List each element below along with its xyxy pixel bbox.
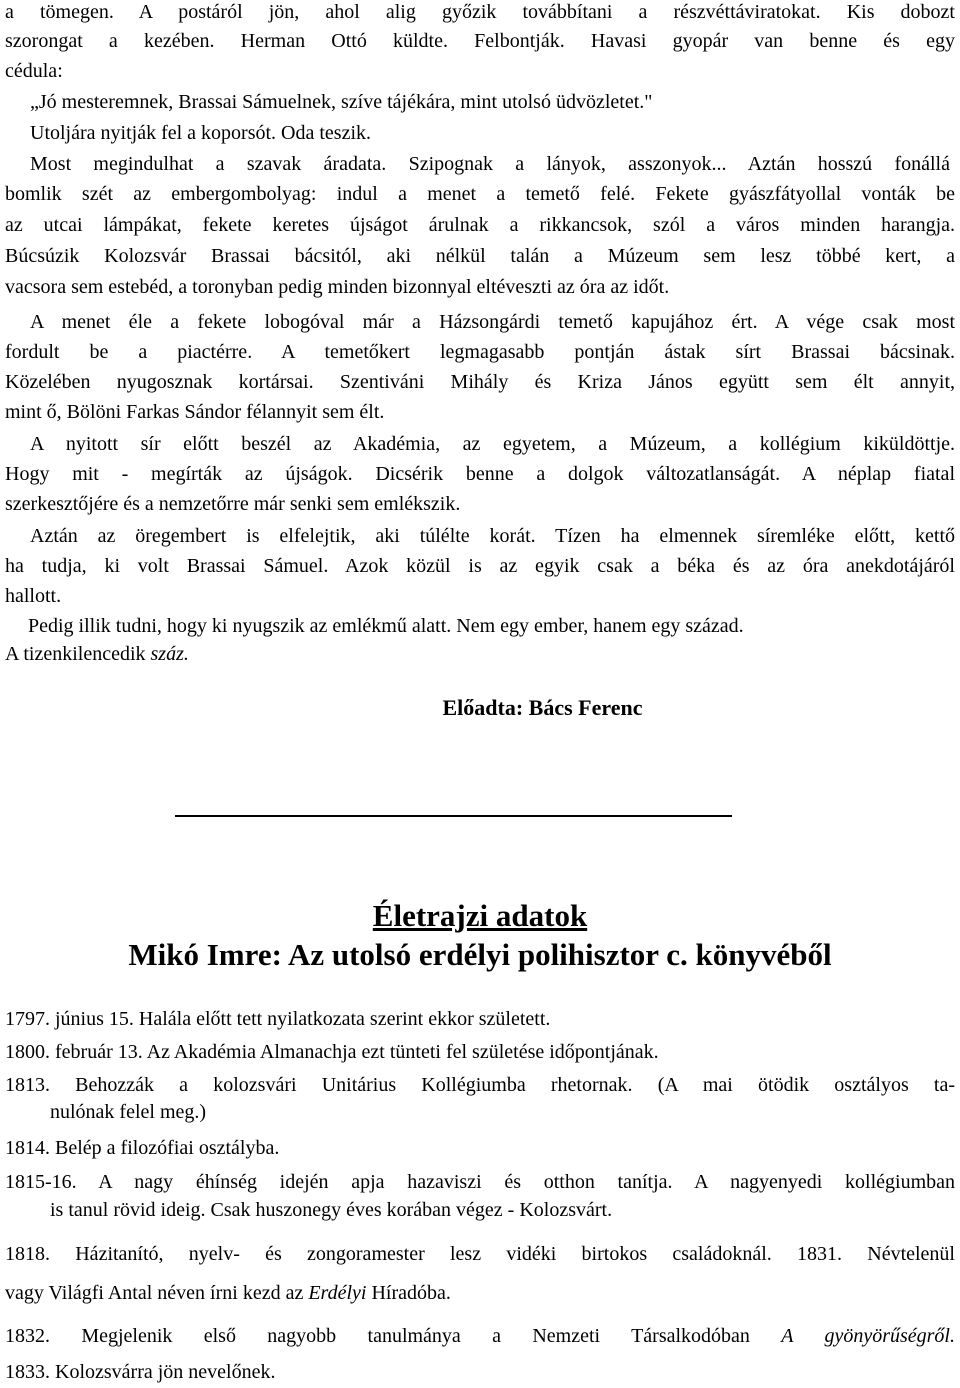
separator-rule [175,815,732,817]
bio-entry: 1813. Behozzák a kolozsvári Unitárius Kollégiumba rhetornak. (A mai ötödik osztályos ta- [5,1074,955,1096]
text-line: bomlik szét az embergombolyag: indul a menet a temető felé. Fekete gyászfátyollal vonták be [5,183,955,205]
section-heading: Életrajzi adatok [372,898,588,933]
bio-entry: 1815-16. A nagy éhínség idején apja hazaviszi és otthon tanítja. A nagyenyedi kollégiumban [5,1171,955,1193]
bio-entry: 1818. Házitanító, nyelv- és zongoramester lesz vidéki birtokos családoknál. 1831. Névtelenül [5,1243,955,1265]
text-line: a tömegen. A postáról jön, ahol alig győzik továbbítani a részvéttáviratokat. Kis dobozt [5,1,955,23]
text-line: Közelében nyugosznak kortársai. Szentiváni Mihály és Kriza János együtt sem élt annyit, [5,371,955,393]
italic-title: Erdélyi [308,1282,367,1304]
text-line: fordult be a piactérre. A temetőkert legmagasabb pontján ástak sírt Brassai bácsinak. [5,341,955,363]
text-line: Búcsúzik Kolozsvár Brassai bácsitól, aki nélkül talán a Múzeum sem lesz többé kert, a [5,245,955,267]
text-line: szorongat a kezében. Herman Ottó küldte. Felbontják. Havasi gyopár van benne és egy [5,30,955,52]
text-span: A tizenkilencedik [5,643,151,665]
bio-entry: 1833. Kolozsvárra jön nevelőnek. [5,1361,276,1383]
text-line: A nyitott sír előtt beszél az Akadémia, az egyetem, a Múzeum, a kollégium kiküldöttje. [30,433,955,455]
bio-entry-continued [5,1281,451,1305]
text-line: Hogy mit - megírták az újságok. Dicsérik benne a dolgok változatlanságát. A néplap fiatal [5,463,955,485]
text-line: Utoljára nyitják fel a koporsót. Oda teszik. [30,122,372,144]
bio-entry: 1800. február 13. Az Akadémia Almanachja ezt tünteti fel születése időpontjának. [5,1041,659,1063]
text-line: ha tudja, ki volt Brassai Sámuel. Azok közül is az egyik csak a béka és az óra anekdotájáról [5,555,955,577]
bio-entry: 1797. június 15. Halála előtt tett nyilatkozata szerint ekkor született. [5,1008,551,1030]
bio-entry: 1814. Belép a filozófiai osztályba. [5,1137,280,1159]
bio-entry-continued: nulónak felel meg.) [50,1101,207,1123]
performer-credit [0,695,960,721]
bio-entry [5,1324,955,1348]
text-line: szerkesztőjére és a nemzetőrre már senki sem emlékszik. [5,493,461,515]
text-line: vacsora sem estebéd, a toronyban pedig minden bizonnyal eltéveszti az óra az időt. [5,276,670,298]
text-line: az utcai lámpákat, fekete keretes újságot árulnak a rikkancsok, szól a város minden harangja. [5,214,955,236]
section-subheading: Mikó Imre: Az utolsó erdélyi polihisztor c. könyvéből [128,937,832,972]
text-line: Most megindulhat a szavak áradata. Szipognak a lányok, asszonyok... Aztán hosszú fonállá [30,153,950,175]
text-line: Aztán az öregembert is elfelejtik, aki túlélte korát. Tízen ha elmennek síremléke előtt, kettő [30,525,955,547]
italic-word: száz. [150,643,189,665]
quote-line: „Jó mesteremnek, Brassai Sámuelnek, szíve tájékára, mint utolsó üdvözletet." [30,91,653,113]
credit-text: Előadta: Bács Ferenc [442,695,643,720]
bio-entry-continued: is tanul rövid ideig. Csak huszonegy éves korában végez - Kolozsvárt. [50,1199,613,1221]
text-span: 1832. Megjelenik első nagyobb tanulmánya a Nemzeti Társalkodóban [5,1325,782,1347]
text-line [5,642,189,666]
text-span: Híradóba. [366,1282,451,1304]
text-line: mint ő, Bölöni Farkas Sándor félannyit sem élt. [5,401,385,423]
text-line: A menet éle a fekete lobogóval már a Házsongárdi temető kapujához ért. A vége csak most [30,311,955,333]
italic-title: A gyönyörűségről. [781,1325,955,1347]
text-span: vagy Világfi Antal néven írni kezd az [5,1282,309,1304]
text-line: Pedig illik tudni, hogy ki nyugszik az emlékmű alatt. Nem egy ember, hanem egy század. [28,615,744,637]
text-line: hallott. [5,585,62,607]
text-line: cédula: [5,60,63,82]
